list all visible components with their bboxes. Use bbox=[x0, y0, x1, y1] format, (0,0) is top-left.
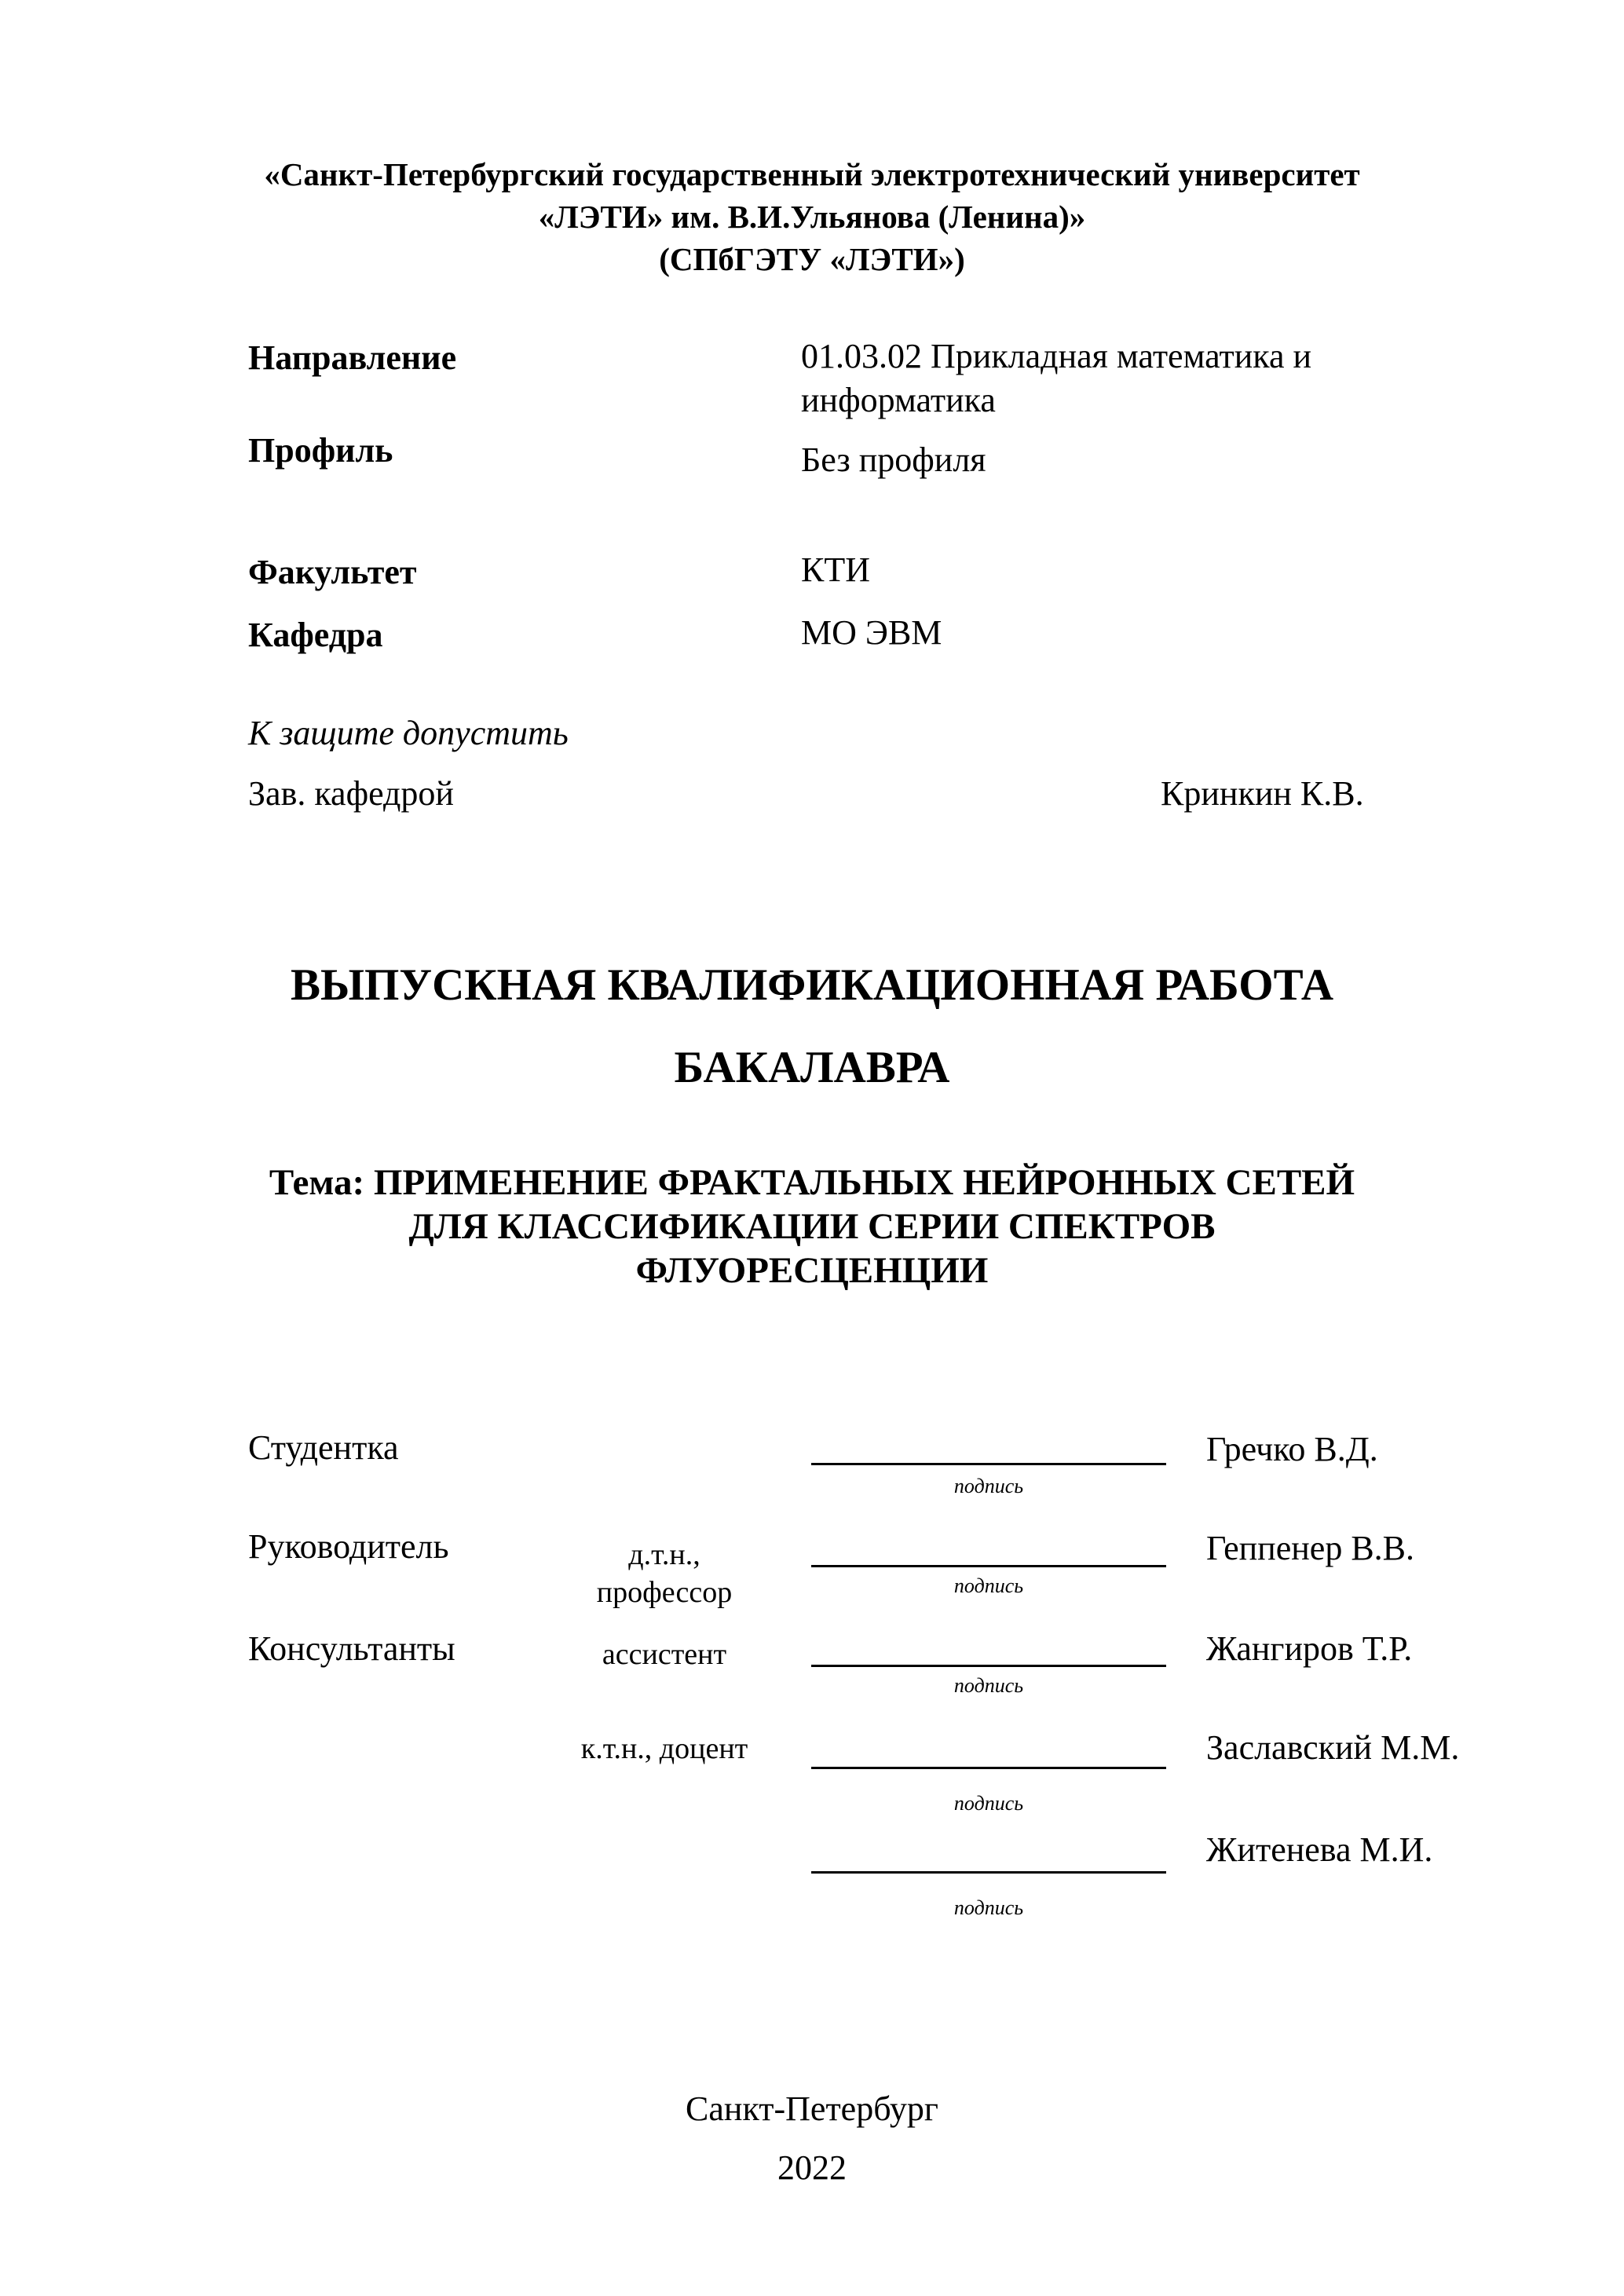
student-name: Гречко В.Д. bbox=[1206, 1430, 1378, 1468]
department-value: МО ЭВМ bbox=[801, 613, 942, 652]
consultant1-title: ассистент bbox=[602, 1638, 727, 1671]
city: Санкт-Петербург bbox=[686, 2089, 938, 2128]
direction-label: Направление bbox=[248, 338, 457, 377]
document-title-line1: ВЫПУСКНАЯ КВАЛИФИКАЦИОННАЯ РАБОТА bbox=[290, 960, 1333, 1010]
student-signature-line bbox=[811, 1463, 1166, 1465]
year: 2022 bbox=[777, 2148, 847, 2187]
university-name-line1: «Санкт-Петербургский государственный электротехнический университет bbox=[264, 156, 1360, 192]
theme-line3: ФЛУОРЕСЦЕНЦИИ bbox=[635, 1250, 989, 1291]
consultant2-signature-line bbox=[811, 1767, 1166, 1769]
faculty-label: Факультет bbox=[248, 553, 417, 591]
supervisor-title-line2: профессор bbox=[596, 1576, 733, 1609]
theme-line2: ДЛЯ КЛАССИФИКАЦИИ СЕРИИ СПЕКТРОВ bbox=[408, 1206, 1216, 1247]
university-name-line2: «ЛЭТИ» им. В.И.Ульянова (Ленина)» bbox=[538, 199, 1086, 235]
student-signature-caption: подпись bbox=[953, 1475, 1024, 1497]
supervisor-signature-caption: подпись bbox=[953, 1574, 1024, 1597]
student-role: Студентка bbox=[248, 1428, 399, 1467]
consultant1-name: Жангиров Т.Р. bbox=[1206, 1629, 1413, 1668]
profile-label: Профиль bbox=[248, 431, 393, 470]
faculty-value: КТИ bbox=[801, 550, 870, 589]
consultant2-signature-caption: подпись bbox=[953, 1792, 1024, 1815]
profile-value: Без профиля bbox=[801, 441, 986, 479]
consultant3-signature-caption: подпись bbox=[953, 1896, 1024, 1919]
consultant3-name: Житенева М.И. bbox=[1206, 1830, 1433, 1869]
supervisor-title-line1: д.т.н., bbox=[628, 1538, 700, 1571]
admission-note: К защите допустить bbox=[248, 714, 569, 752]
consultants-role: Консультанты bbox=[248, 1629, 455, 1668]
head-of-department-name: Кринкин К.В. bbox=[1161, 774, 1364, 813]
head-of-department-label: Зав. кафедрой bbox=[248, 774, 454, 813]
consultant2-name: Заславский М.М. bbox=[1206, 1728, 1460, 1767]
document-title-line2: БАКАЛАВРА bbox=[674, 1043, 950, 1092]
department-label: Кафедра bbox=[248, 616, 383, 654]
direction-value-line1: 01.03.02 Прикладная математика и bbox=[801, 337, 1312, 375]
theme-line1: Тема: ПРИМЕНЕНИЕ ФРАКТАЛЬНЫХ НЕЙРОННЫХ СЕТЕЙ bbox=[269, 1162, 1355, 1203]
university-abbreviation: (СПбГЭТУ «ЛЭТИ») bbox=[659, 241, 965, 277]
supervisor-name: Геппенер В.В. bbox=[1206, 1529, 1415, 1567]
consultant1-signature-caption: подпись bbox=[953, 1674, 1024, 1697]
consultant1-signature-line bbox=[811, 1665, 1166, 1667]
consultant2-title: к.т.н., доцент bbox=[580, 1732, 748, 1765]
consultant3-signature-line bbox=[811, 1871, 1166, 1874]
supervisor-role: Руководитель bbox=[248, 1527, 449, 1566]
direction-value-line2: информатика bbox=[801, 381, 996, 419]
supervisor-signature-line bbox=[811, 1565, 1166, 1567]
